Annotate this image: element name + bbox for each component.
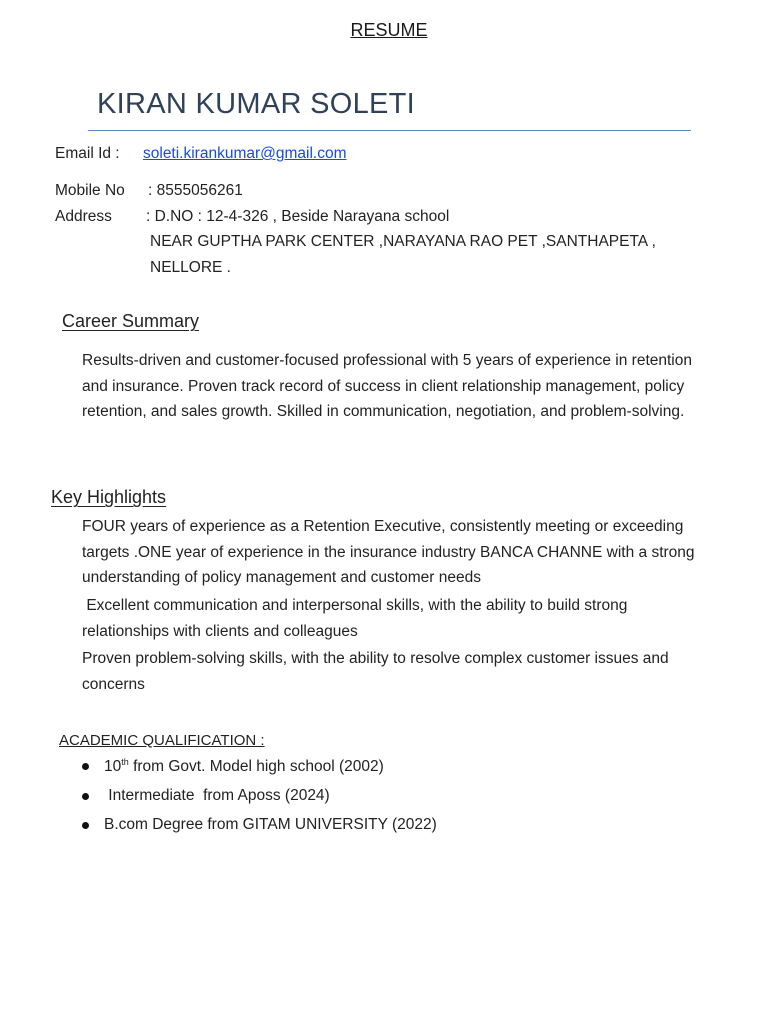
document-title: RESUME: [350, 20, 428, 40]
bullet-icon: [82, 822, 89, 829]
academic-qualification-heading: ACADEMIC QUALIFICATION :: [59, 732, 265, 749]
key-highlights-heading: Key Highlights: [51, 487, 167, 507]
name-underline-divider: [88, 130, 691, 131]
candidate-name: KIRAN KUMAR SOLETI: [97, 88, 416, 120]
career-summary-heading: Career Summary: [62, 311, 200, 331]
address-line-1: : D.NO : 12-4-326 , Beside Narayana school: [146, 208, 450, 225]
address-label: Address: [55, 208, 112, 225]
email-label: Email Id :: [55, 145, 120, 162]
address-line-2: NEAR GUPTHA PARK CENTER ,NARAYANA RAO PET ,SANTHAPETA ,: [150, 233, 656, 250]
bullet-icon: [82, 793, 89, 800]
qualification-item-1: 10th from Govt. Model high school (2002): [104, 757, 384, 776]
bullet-icon: [82, 763, 89, 770]
address-line-3: NELLORE .: [150, 259, 231, 276]
career-summary-text: Results-driven and customer-focused professional with 5 years of experience in retention and insurance. Proven track record of success in client relationship management, policy retention, and sales growth. Skilled in communication, negotiation, and problem-solving.: [82, 352, 692, 420]
highlight-item-1: FOUR years of experience as a Retention Executive, consistently meeting or exceeding targets .ONE year of experience in the insurance industry BANCA CHANNE with a strong understanding of policy management and customer needs: [82, 518, 695, 586]
highlight-item-3: Proven problem-solving skills, with the ability to resolve complex customer issues and concerns: [82, 650, 669, 693]
email-link[interactable]: soleti.kirankumar@gmail.com: [143, 145, 347, 162]
mobile-value: : 8555056261: [148, 182, 243, 199]
qualification-item-2: Intermediate from Aposs (2024): [104, 787, 330, 804]
mobile-label: Mobile No: [55, 182, 125, 199]
qualification-item-3: B.com Degree from GITAM UNIVERSITY (2022): [104, 816, 437, 833]
highlight-item-2: Excellent communication and interpersonal skills, with the ability to build strong relationships with clients and colleagues: [82, 597, 632, 640]
